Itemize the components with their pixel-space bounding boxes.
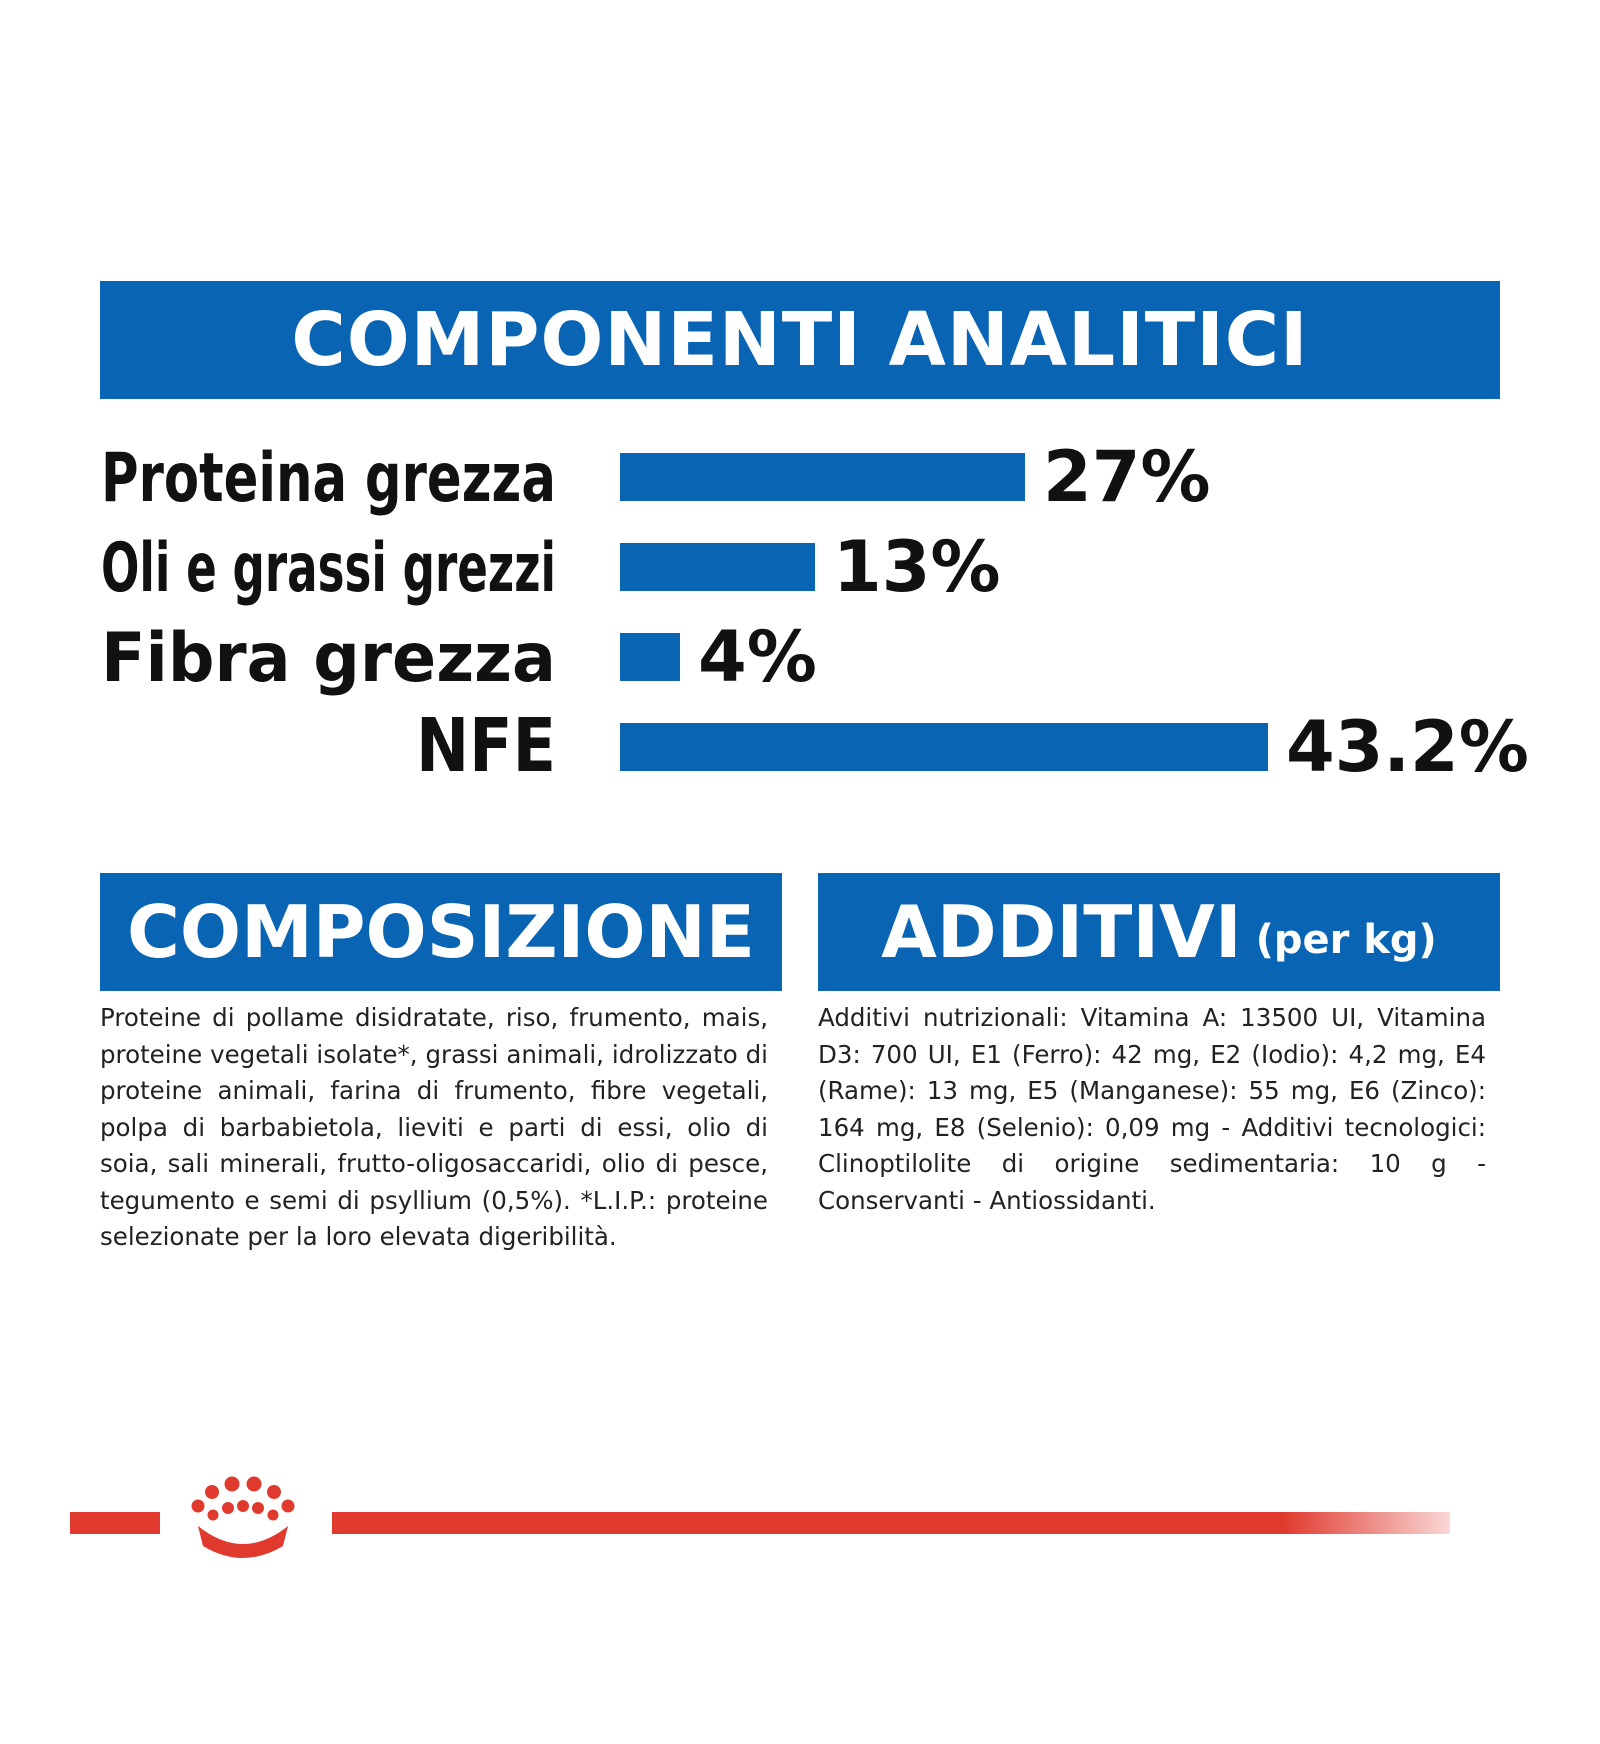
additivi-text: Additivi nutrizionali: Vitamina A: 13500 UI, Vitamina D3: 700 UI, E1 (Ferro): 42 mg, E2 (Iodio): 4,2 mg, E4 (Rame): 13 mg, E5 (Manganese): 55 mg, E6 (Zinco): 164 mg, E8 (Selenio): 0,09 mg - Additivi tecnologici: Clinoptilolite di origine sedimentaria: 10 g - Conservanti - Antiossidanti.	[818, 1003, 1486, 1215]
composizione-text: Proteine di pollame disidratate, riso, frumento, mais, proteine vegetali isolate*, grassi animali, idrolizzato di proteine animali, farina di frumento, fibre vegetali, polpa di barbabietola, lieviti e parti di essi, olio di soia, sali minerali, frutto-oligosaccaridi, olio di pesce, tegumento e semi di psyllium (0,5%). *L.I.P.: proteine selezionate per la loro elevata digeribilità.	[100, 1003, 768, 1251]
composizione-title: COMPOSIZIONE	[127, 890, 755, 974]
brand-line-left	[70, 1512, 160, 1534]
category-label: Oli e grassi grezzi	[101, 529, 556, 608]
additivi-unit: (per kg)	[1255, 917, 1437, 963]
additivi-title: ADDITIVI	[881, 890, 1242, 974]
bar	[620, 633, 680, 681]
brand-footer	[70, 1470, 1450, 1560]
analitici-banner	[100, 281, 1500, 399]
category-label: NFE	[416, 703, 556, 789]
analitici-bar-chart	[0, 430, 1600, 790]
additivi-banner	[818, 873, 1500, 991]
crown-icon	[192, 1477, 295, 1559]
value-label: 27%	[1043, 436, 1211, 518]
analitici-title: COMPONENTI ANALITICI	[291, 297, 1309, 383]
bar	[620, 453, 1025, 501]
brand-line-right	[332, 1512, 1450, 1534]
composizione-banner	[100, 873, 782, 991]
value-label: 43.2%	[1286, 706, 1529, 788]
bar	[620, 723, 1268, 771]
category-label: Fibra grezza	[101, 619, 556, 698]
value-label: 4%	[698, 616, 817, 698]
value-label: 13%	[833, 526, 1001, 608]
category-label: Proteina grezza	[101, 439, 556, 518]
bar	[620, 543, 815, 591]
